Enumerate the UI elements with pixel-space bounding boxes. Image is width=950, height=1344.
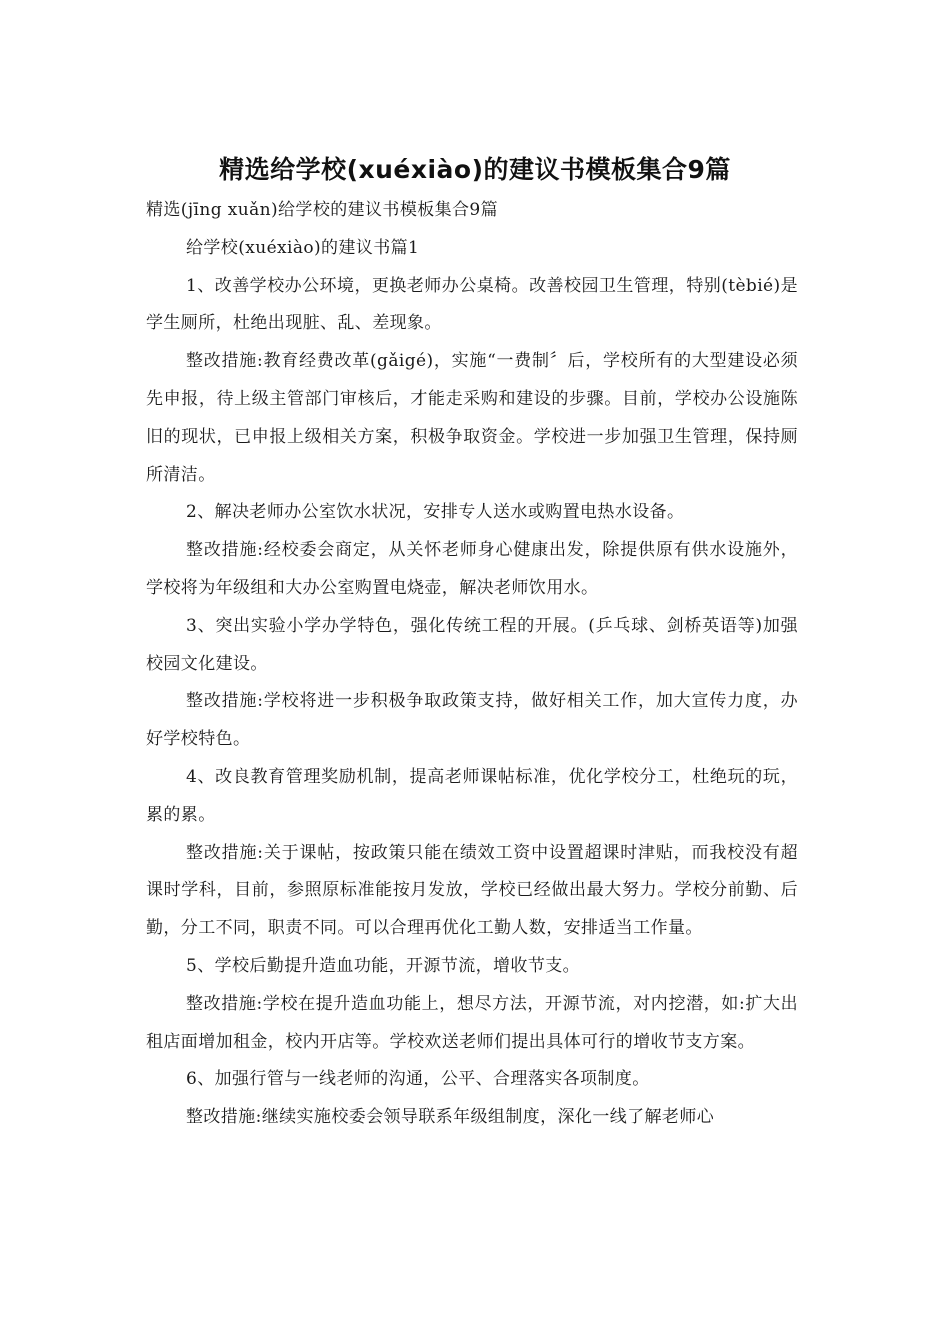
paragraph: 3、突出实验小学办学特色，强化传统工程的开展。(乒乓球、剑桥英语等)加强校园文化建设。	[146, 615, 798, 674]
paragraph: 整改措施:继续实施校委会领导联系年级组制度，深化一线了解老师心	[186, 1107, 715, 1128]
paragraph: 1、改善学校办公环境，更换老师办公桌椅。改善校园卫生管理，特别(tèbié)是学生厕所，杜绝出现脏、乱、差现象。	[146, 275, 798, 334]
paragraph: 整改措施:经校委会商定，从关怀老师身心健康出发，除提供原有供水设施外，学校将为年级组和大办公室购置电烧壶，解决老师饮用水。	[146, 540, 798, 598]
paragraph: 4、改良教育管理奖励机制，提高老师课帖标准，优化学校分工，杜绝玩的玩，累的累。	[146, 766, 798, 825]
document-subtitle: 精选(jīng xuǎn)给学校的建议书模板集合9篇	[146, 200, 499, 220]
document-title: 精选给学校(xuéxiào)的建议书模板集合9篇	[219, 155, 731, 184]
paragraph: 整改措施:教育经费改革(gǎigé)，实施“一费制〞后，学校所有的大型建设必须先申报，待上级主管部门审核后，才能走采购和建设的步骤。目前，学校办公设施陈旧的现状，已申报上级相关方案，积极争取资金。学校进一步加强卫生管理，保持厕所清洁。	[146, 351, 798, 485]
paragraph: 6、加强行管与一线老师的沟通，公平、合理落实各项制度。	[186, 1069, 650, 1090]
paragraph: 5、学校后勤提升造血功能，开源节流，增收节支。	[186, 955, 581, 976]
paragraph: 整改措施:学校在提升造血功能上，想尽方法，开源节流，对内挖潜，如:扩大出租店面增加租金，校内开店等。学校欢送老师们提出具体可行的增收节支方案。	[146, 993, 798, 1052]
section-heading: 给学校(xuéxiào)的建议书篇1	[186, 237, 420, 258]
paragraph: 整改措施:关于课帖，按政策只能在绩效工资中设置超课时津贴，而我校没有超课时学科，目前，参照原标准能按月发放，学校已经做出最大努力。学校分前勤、后勤，分工不同，职责不同。可以合理再优化工勤人数，安排适当工作量。	[146, 842, 798, 939]
document-body	[146, 192, 798, 1137]
paragraph: 2、解决老师办公室饮水状况，安排专人送水或购置电热水设备。	[186, 502, 685, 523]
paragraph: 整改措施:学校将进一步积极争取政策支持，做好相关工作，加大宣传力度，办好学校特色。	[146, 691, 798, 750]
